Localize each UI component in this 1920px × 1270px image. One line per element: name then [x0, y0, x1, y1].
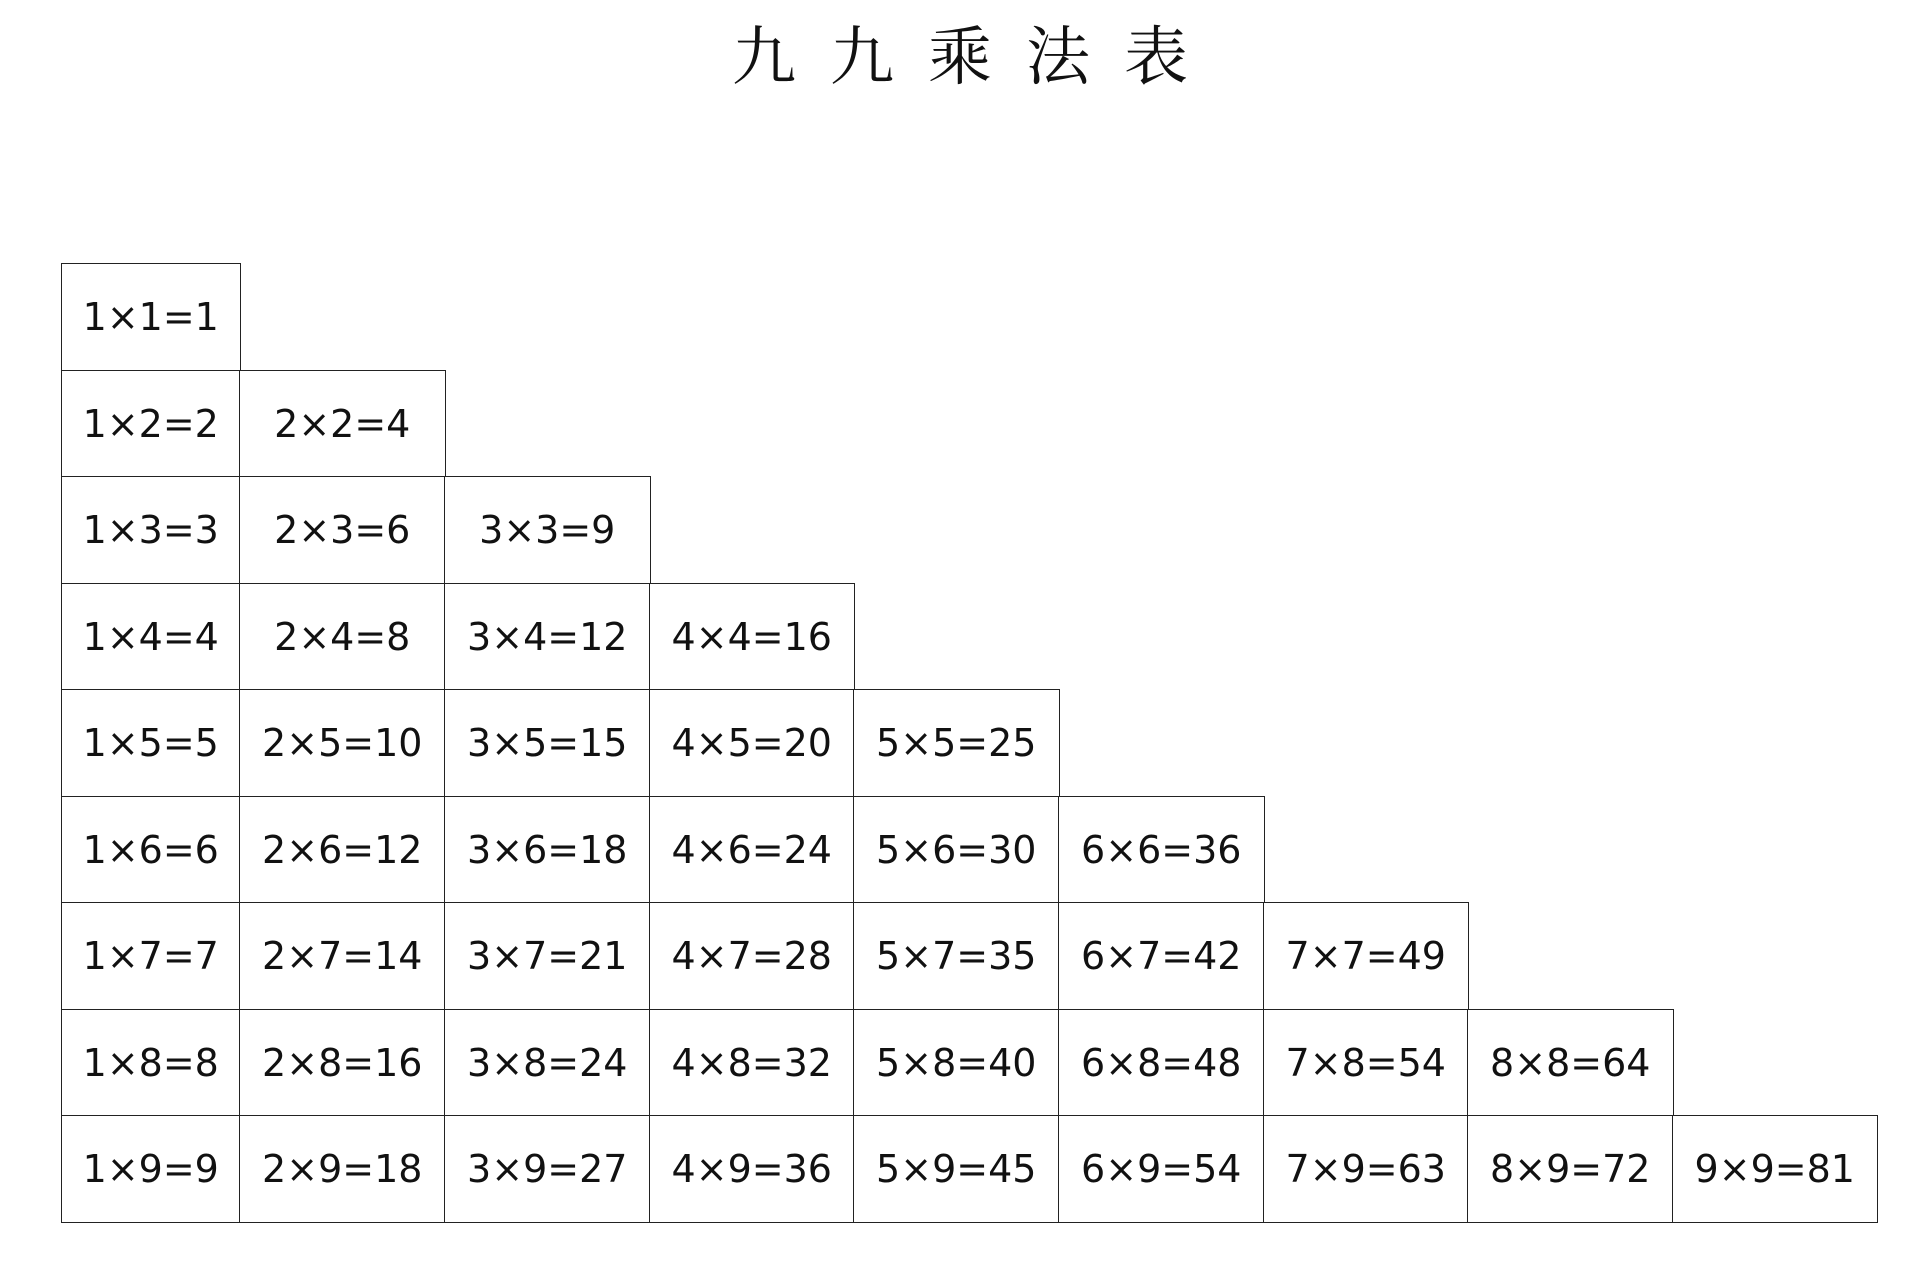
table-cell: 1×7=7 [61, 902, 241, 1010]
table-cell: 3×3=9 [444, 476, 651, 584]
table-cell: 1×2=2 [61, 370, 241, 478]
multiplication-table [61, 263, 1876, 1223]
table-cell: 4×5=20 [649, 689, 855, 797]
table-cell: 2×2=4 [239, 370, 446, 478]
table-cell: 7×9=63 [1263, 1115, 1469, 1223]
table-cell: 4×9=36 [649, 1115, 855, 1223]
table-cell: 2×5=10 [239, 689, 446, 797]
table-cell: 3×4=12 [444, 583, 651, 691]
table-cell: 1×9=9 [61, 1115, 241, 1223]
table-cell: 2×8=16 [239, 1009, 446, 1117]
table-cell: 1×5=5 [61, 689, 241, 797]
table-cell: 6×9=54 [1058, 1115, 1265, 1223]
table-cell: 6×7=42 [1058, 902, 1265, 1010]
table-cell: 3×9=27 [444, 1115, 651, 1223]
table-cell: 1×6=6 [61, 796, 241, 904]
table-cell: 1×3=3 [61, 476, 241, 584]
table-cell: 4×6=24 [649, 796, 855, 904]
table-cell: 1×4=4 [61, 583, 241, 691]
table-cell: 6×6=36 [1058, 796, 1265, 904]
table-cell: 2×6=12 [239, 796, 446, 904]
table-cell: 4×7=28 [649, 902, 855, 1010]
table-cell: 7×7=49 [1263, 902, 1469, 1010]
table-cell: 3×6=18 [444, 796, 651, 904]
table-cell: 7×8=54 [1263, 1009, 1469, 1117]
table-cell: 2×7=14 [239, 902, 446, 1010]
table-cell: 2×3=6 [239, 476, 446, 584]
table-cell: 5×7=35 [853, 902, 1060, 1010]
table-cell: 8×9=72 [1467, 1115, 1674, 1223]
table-cell: 8×8=64 [1467, 1009, 1674, 1117]
table-cell: 1×8=8 [61, 1009, 241, 1117]
table-cell: 3×7=21 [444, 902, 651, 1010]
table-cell: 6×8=48 [1058, 1009, 1265, 1117]
table-cell: 4×4=16 [649, 583, 855, 691]
table-cell: 5×9=45 [853, 1115, 1060, 1223]
table-cell: 2×9=18 [239, 1115, 446, 1223]
table-cell: 9×9=81 [1672, 1115, 1878, 1223]
table-cell: 2×4=8 [239, 583, 446, 691]
page-title-text: 九九乘法表 [732, 21, 1222, 95]
table-cell: 3×5=15 [444, 689, 651, 797]
page-title [0, 18, 1920, 98]
table-cell: 5×5=25 [853, 689, 1060, 797]
table-cell: 5×6=30 [853, 796, 1060, 904]
table-cell: 4×8=32 [649, 1009, 855, 1117]
table-cell: 5×8=40 [853, 1009, 1060, 1117]
table-cell: 1×1=1 [61, 263, 241, 371]
table-cell: 3×8=24 [444, 1009, 651, 1117]
